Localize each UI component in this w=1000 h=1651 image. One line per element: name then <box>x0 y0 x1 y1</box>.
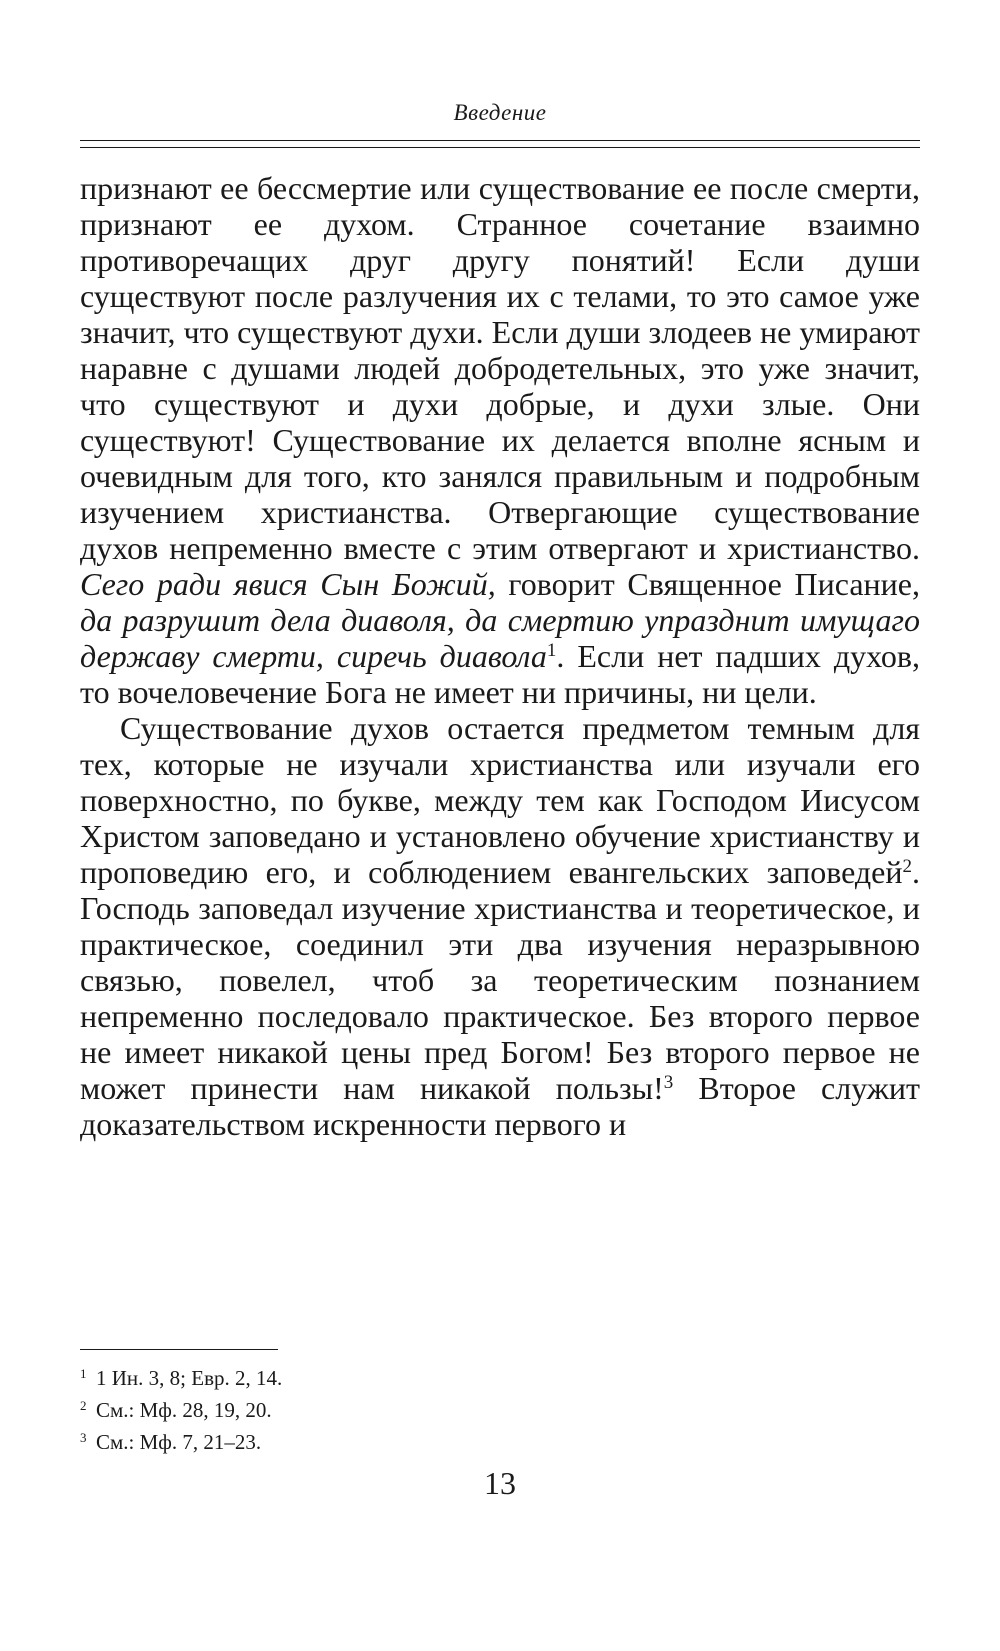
header-rule-top <box>80 140 920 141</box>
footnote-separator <box>80 1349 278 1350</box>
running-head: Введение <box>453 100 547 125</box>
text-run: Существование духов остается предметом темным для тех, которые не изучали христианства или изучали его поверхностно, по букве, между тем как Господом Иисусом Христом заповедано и установлено обучение христианству и проповедию его, и соблюдением евангельских заповедей <box>80 710 920 890</box>
footnote-number: 3 <box>80 1430 87 1445</box>
footnote-ref: 2 <box>902 856 912 877</box>
footnote-ref: 3 <box>663 1072 674 1093</box>
footnote <box>80 1424 920 1456</box>
page-number: 13 <box>484 1465 516 1501</box>
footnote-number: 1 <box>80 1366 87 1381</box>
footnote <box>80 1360 920 1392</box>
header-rule-bottom <box>80 147 920 148</box>
footnote-text: См.: Мф. 7, 21–23. <box>96 1430 262 1454</box>
italic-quote: Сего ради явися Сын Божий, <box>80 566 496 602</box>
footnote-text: См.: Мф. 28, 19, 20. <box>96 1398 272 1422</box>
text-run: говорит Священное Писание, <box>495 566 921 602</box>
footnote-number: 2 <box>80 1398 87 1413</box>
body-text <box>80 170 920 1142</box>
footnotes <box>80 1360 920 1456</box>
text-run: . Господь заповедал изучение христианства и теоретическое, и практическое, соединил эти два изучения неразрывною связью, повелел, чтоб за теоретическим познанием непременно последовало практическое. Без второго первое не имеет никакой цены пред Богом! Без второго первое не может принести нам никакой пользы! <box>80 854 920 1106</box>
text-run: . Если нет падших духов, то вочеловечение Бога не имеет ни причины, ни цели. <box>80 638 921 710</box>
text-run: признают ее бессмертие или существование ее после смерти, признают ее духом. Странное сочетание взаимно противоречащих друг другу понятий! Если души существуют после разлучения их с телами, то это самое уже значит, что существуют духи. Если души злодеев не умирают наравне с душами людей добродетельных, это уже значит, что существуют и духи добрые, и духи злые. Они существуют! Существование их делается вполне ясным и очевидным для того, кто занялся правильным и подробным изучением христианства. Отвергающие существование духов непременно вместе с этим отвергают и христианство. <box>80 170 920 566</box>
italic-quote: да разрушит дела диаволя, да смертию упразднит имущаго державу смерти, сиречь диавола <box>80 602 920 674</box>
paragraph <box>80 170 920 710</box>
text-run: Второе служит доказательством искренности первого и <box>80 1070 921 1142</box>
footnote-ref: 1 <box>546 640 557 661</box>
footnote <box>80 1392 920 1424</box>
paragraph <box>80 710 920 1142</box>
footnote-text: 1 Ин. 3, 8; Евр. 2, 14. <box>96 1366 283 1390</box>
